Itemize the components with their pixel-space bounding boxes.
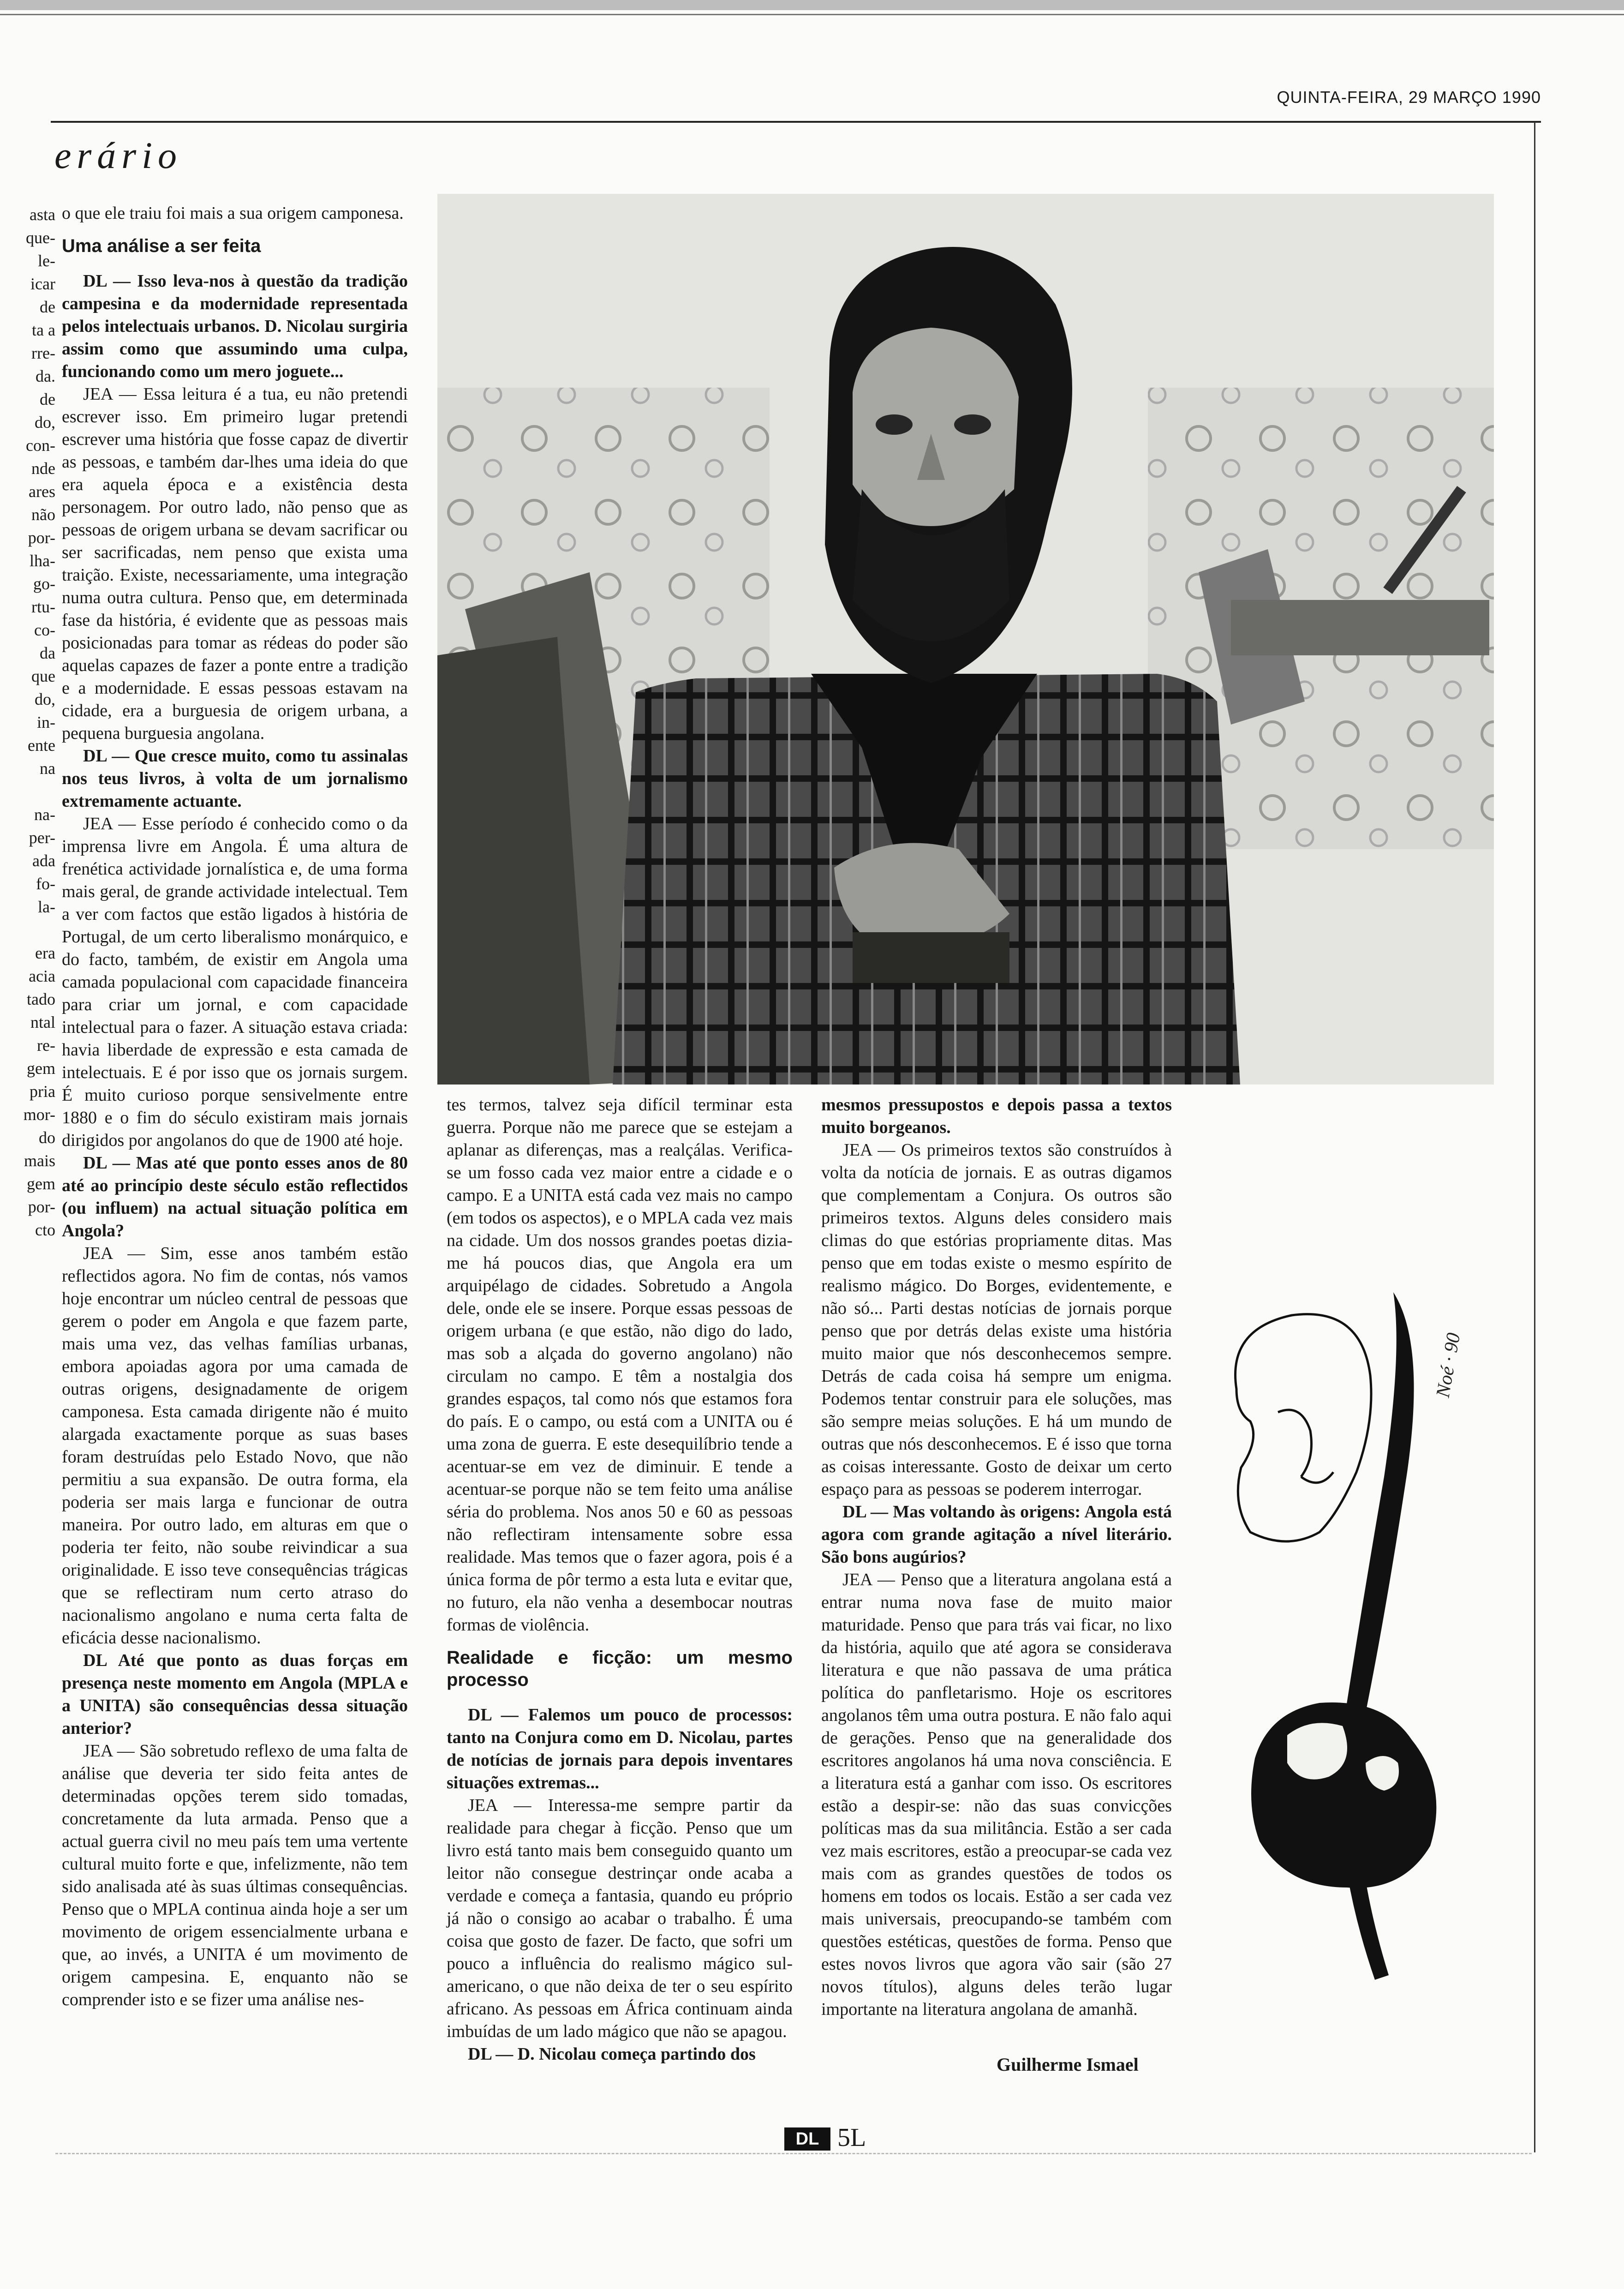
left-fragment: cto — [35, 1221, 55, 1239]
left-fragment: ada — [32, 851, 55, 870]
left-fragment: icar — [30, 275, 55, 293]
left-fragment: le- — [38, 252, 55, 270]
drawing-signature: Noé · 90 — [1432, 1331, 1465, 1399]
section-title: erário — [54, 134, 182, 176]
left-fragment: rre- — [31, 344, 55, 362]
left-fragment: do, — [35, 413, 55, 431]
left-fragment: da — [40, 644, 55, 662]
left-fragment: nde — [31, 459, 55, 478]
left-fragment — [0, 780, 55, 803]
left-fragment: gem — [27, 1059, 55, 1078]
answer: JEA — Esse período é conhecido como o da imprensa livre em Angola. É uma altura de frenética actividade jornalística e, de uma forma mais geral, de grande actividade intelectual. Tem a ver com factos que estão ligados à história de Portugal, de um certo liberalismo monárquico, e do facto, também, de existir em Angola uma camada populacional com capacidade financeira para criar um jornal, e com capacidade intelectual para o fazer. A situação estava criada: havia liberdade de expressão e esta camada de intelectuais. E é por isso que os jornais surgem. É muito curioso porque sensivelmente entre 1880 e o fim do século existiram mais jornais dirigidos por angolanos do que de 1900 até hoje. — [62, 814, 408, 1150]
left-fragment: acia — [29, 967, 55, 985]
portrait-photo — [437, 194, 1494, 1085]
article-column-a — [62, 202, 408, 2009]
left-fragment: mais — [24, 1151, 55, 1170]
left-fragment: la- — [38, 898, 55, 916]
header-rule — [51, 121, 1541, 123]
left-fragment: por- — [28, 1198, 55, 1216]
dateline: QUINTA-FEIRA, 29 MARÇO 1990 — [1277, 88, 1541, 107]
answer: JEA — Interessa-me sempre partir da realidade para chegar à ficção. Penso que um livro está tanto mais bem conseguido quanto um leitor não consegue destrinçar onde acaba a verdade e começa a fantasia, quando eu próprio já não o consigo ao acabar o trabalho. É uma coisa que gosto de fazer. De facto, que sofri um pouco a influência do realismo mágico sul-americano, o que não deixa de ter o seu espírito africano. As pessoas em África continuam ainda imbuídas de um lado mágico que não se apagou. — [447, 1796, 793, 2041]
question: DL — Falemos um pouco de processos: tanto na Conjura como em D. Nicolau, partes de notícias de jornais para depois inventares situações extremas... — [447, 1705, 793, 1792]
left-fragment: do, — [35, 690, 55, 708]
top-scan-line — [0, 14, 1624, 15]
byline: Guilherme Ismael — [997, 2054, 1139, 2075]
left-fragment: de — [40, 390, 55, 408]
left-fragment — [0, 918, 55, 941]
left-fragment: tado — [27, 990, 55, 1008]
left-fragment: gem — [27, 1174, 55, 1193]
question: DL — D. Nicolau começa partindo dos — [468, 2044, 756, 2064]
question: DL — Mas voltando às origens: Angola está agora com grande agitação a nível literário. São bons augúrios? — [821, 1502, 1172, 1567]
left-fragment: ta a — [32, 321, 55, 339]
left-fragment: por- — [28, 528, 55, 547]
left-fragment: era — [35, 944, 55, 962]
page-number: 5L — [837, 2123, 866, 2152]
right-column-rule — [1534, 122, 1535, 2152]
left-fragment: co- — [34, 621, 55, 639]
question: DL — Mas até que ponto esses anos de 80 até ao princípio deste século estão reflectidos (ou influem) na actual situação política em Angola? — [62, 1153, 408, 1240]
subheading: Realidade e ficção: um mesmo processo — [447, 1648, 793, 1690]
paragraph: tes termos, talvez seja difícil terminar esta guerra. Porque não me parece que se estejam a aplanar as diferenças, mas a realçálas. Verifica-se um fosso cada vez maior entre a cidade e o campo. E a UNITA está cada vez mais no campo (em todos os aspectos), e o MPLA cada vez mais na cidade. Um dos nossos grandes poetas dizia-me há poucos dias, que Angola era um arquipélago de cidades. Sobretudo a Angola dele, onde ele se insere. Porque essas pessoas de origem urbana (e que estão, não digo do lado, mas sob a alçada do governo angolano) não circulam no campo. E têm a nostalgia dos grandes espaços, tal como nós que estamos fora do país. E o campo, ou está com a UNITA ou é uma zona de guerra. E este desequilíbrio tende a acentuar-se em vez de diminuir. E tende a acentuar-se porque não se tem feito uma análise séria do problema. Nos anos 50 e 60 as pessoas não reflectiram intensamente sobre essa realidade. Mas temos que o fazer agora, pois é a única forma de pôr termo a esta luta e evitar que, no futuro, ela não venha a desembocar noutras formas de violência. — [447, 1095, 793, 1635]
left-fragment: per- — [29, 828, 55, 847]
left-fragment: fo- — [36, 875, 55, 893]
answer: JEA — Sim, esse anos também estão reflectidos agora. No fim de contas, nós vamos hoje encontrar um núcleo central de pessoas que gerem o poder em Angola e que fazem parte, mais uma vez, das velhas famílias urbanas, embora apoiadas agora por uma camada de outras origens, designadamente de origem camponesa. Esta camada dirigente não é muito alargada exactamente porque as suas bases foram destruídas pelo Estado Novo, que não permitiu a sua expansão. De outra forma, ela poderia ser mais larga e funcionar de outra maneira. Por outro lado, em alturas em que o poderia ter feito, não soube reivindicar a sua originalidade. E isso teve consequências trágicas que se reflectiram num certo atraso do nacionalismo angolano e numa certa falta de eficácia desse nacionalismo. — [62, 1244, 408, 1648]
left-fragment: que — [31, 667, 55, 685]
left-fragment: in- — [37, 713, 55, 731]
article-column-b — [447, 1094, 793, 2086]
question: DL — Que cresce muito, como tu assinalas nos teus livros, à volta de um jornalismo extremamente actuante. — [62, 746, 408, 811]
left-fragment: na — [40, 759, 55, 778]
left-fragment: de — [40, 298, 55, 316]
left-page-fragments — [0, 203, 55, 1864]
left-fragment: go- — [33, 575, 55, 593]
left-fragment: mor- — [23, 1105, 55, 1124]
left-fragment: não — [31, 505, 55, 524]
left-fragment: con- — [26, 436, 55, 455]
footer-rule — [55, 2153, 1532, 2154]
answer: JEA — Os primeiros textos são construídos à volta da notícia de jornais. E as outras digamos que complementam a Conjura. Os outros são primeiros textos. Alguns deles considero mais climas do que estórias propriamente ditas. Mas penso que em todas existe o mesmo espírito de realismo mágico. Do Borges, evidentemente, e não só... Parti destas notícias de jornais porque penso que por detrás delas existe uma história muito maior que nós desconhecemos sempre. Detrás de cada coisa há sempre um enigma. Podemos tentar construir para ele soluções, mas são sempre meias soluções. E há um mundo de outras que nós desconhecemos. E é isso que torna as coisas interessante. Gosto de deixar um certo espaço para as pessoas se poderem interrogar. — [821, 1140, 1172, 1499]
left-fragment: na- — [34, 805, 55, 824]
question: DL — Isso leva-nos à questão da tradição campesina e da modernidade representada pelos intelectuais urbanos. D. Nicolau surgiria assim como que assumindo uma culpa, funcionando como um mero joguete... — [62, 271, 408, 381]
subheading: Uma análise a ser feita — [62, 236, 261, 256]
left-fragment: asta — [30, 205, 55, 224]
left-fragment: do — [39, 1128, 55, 1147]
answer: JEA — Essa leitura é a tua, eu não pretendi escrever isso. Em primeiro lugar pretendi escrever uma história que fosse capaz de divertir as pessoas, e também dar-lhes uma ideia do que era aquela época e a existência desta personagem. Por outro lado, não penso que as pessoas de origem urbana se devam sacrificar ou ser sacrificadas, nem penso que exista uma traição. Existe, necessariamente, uma integração numa outra cultura. Penso que, em determinada fase da história, é evidente que as pessoas mais posicionadas para tomar as rédeas do poder são aquelas capazes de fazer a ponte entre a tradição e a modernidade. E essas pessoas estavam na cidade, era a burguesia de origem urbana, a pequena burguesia angolana. — [62, 384, 408, 743]
left-fragment: ntal — [30, 1013, 55, 1031]
left-fragment: ente — [28, 736, 55, 755]
article-column-c — [821, 1094, 1172, 2086]
paragraph: o que ele traiu foi mais a sua origem camponesa. — [62, 204, 404, 223]
left-fragment: ares — [29, 482, 55, 501]
left-fragment: pria — [30, 1082, 55, 1101]
answer: JEA — Penso que a literatura angolana está a entrar numa nova fase de muito maior maturidade. Penso que para trás vai ficar, no lixo da história, aquilo que até agora se considerava literatura e que não passava de uma prática política do panfletarismo. Hoje os escritores angolanos têm uma outra postura. E não falo aqui de gerações. Penso que na generalidade dos escritores angolanos há uma nova consciência. E a literatura está a ganhar com isso. Os escritores estão a despir-se: não das suas convicções políticas mas da sua militância. Estão a ser cada vez mais escritores, estão a preocupar-se cada vez mais com as grandes questões de todos os homens em todos os locais. Estão a ser cada vez mais universais, preocupando-se também com questões estéticas, questões de forma. Penso que estes novos livros que agora vão sair (são 27 novos títulos), alguns deles terão lugar importante na literatura angolana de amanhã. — [821, 1570, 1172, 2019]
answer: JEA — São sobretudo reflexo de uma falta de análise que deveria ter sido feita antes de determinadas opções terem sido tomadas, concretamente da luta armada. Penso que a actual guerra civil no meu país tem uma vertente cultural muito forte e que, infelizmente, não tem sido analisada até às suas últimas consequências. Penso que o MPLA continua ainda hoje a ser um movimento de origem essencialmente urbana e que, ao invés, a UNITA é um movimento de origem campesina. E, enquanto não se comprender isto e se fizer uma análise nes- — [62, 1741, 408, 2009]
question: DL Até que ponto as duas forças em presença neste momento em Angola (MPLA e a UNITA) são consequências dessa situação anterior? — [62, 1651, 408, 1738]
left-fragment: re- — [37, 1036, 55, 1055]
left-fragment: lha- — [30, 551, 55, 570]
left-fragment: da. — [36, 367, 55, 385]
left-fragment: rtu- — [31, 598, 55, 616]
ink-drawing — [1209, 1274, 1522, 2058]
question-continued: mesmos pressupostos e depois passa a textos muito borgeanos. — [821, 1095, 1172, 1137]
newspaper-logo: DL — [784, 2127, 830, 2151]
top-scan-border — [0, 0, 1624, 10]
left-fragment: que- — [26, 228, 55, 247]
